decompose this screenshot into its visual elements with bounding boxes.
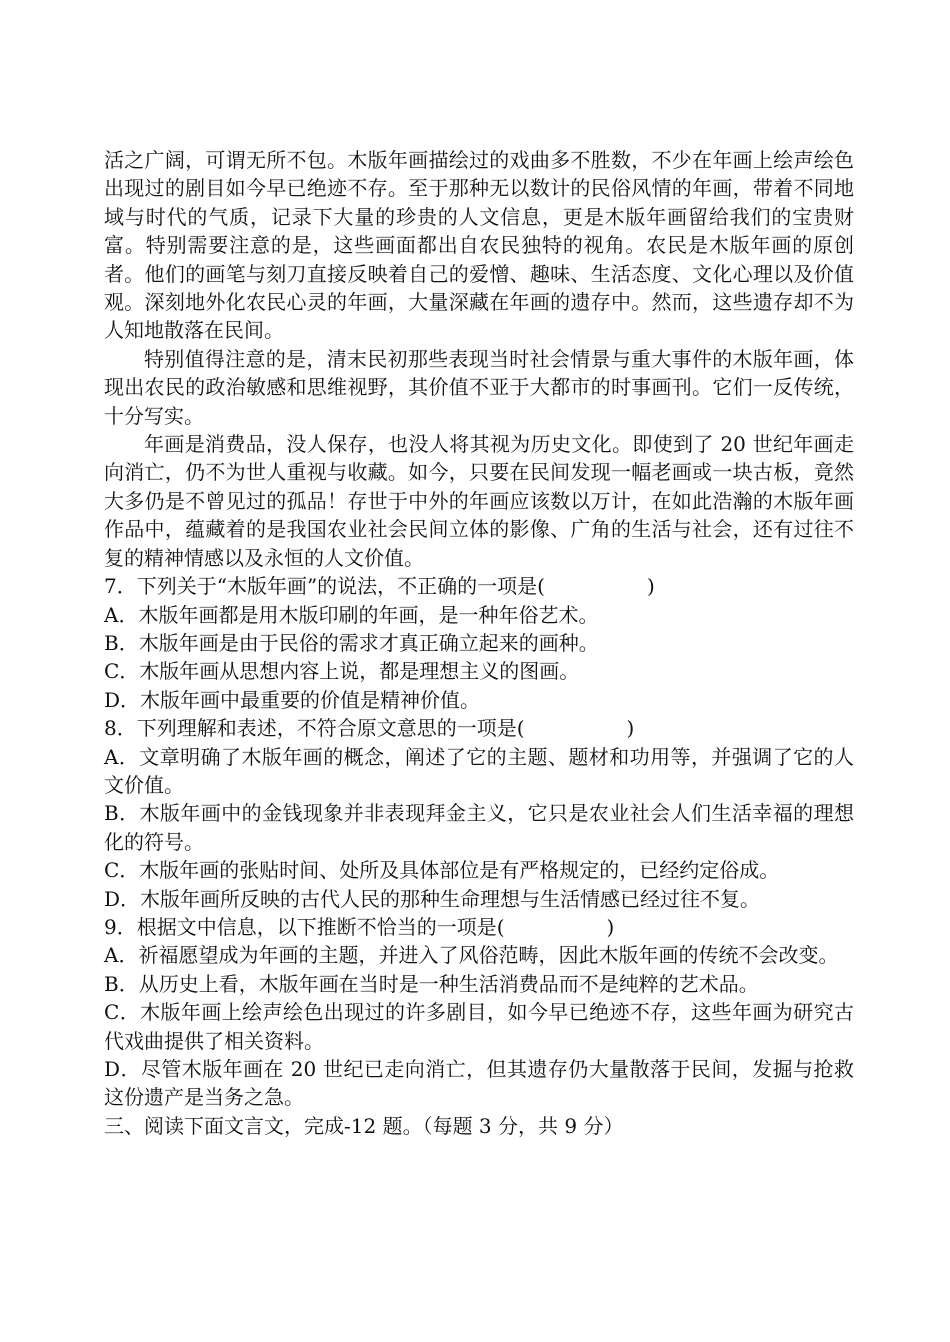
question-8 <box>104 714 854 913</box>
question-8-stem-text: 8．下列理解和表述，不符合原文意思的一项是( <box>104 716 525 741</box>
question-7-option-c: C．木版年画从思想内容上说，都是理想主义的图画。 <box>104 659 580 684</box>
question-9-stem <box>104 913 854 941</box>
question-7-option-b: B．木版年画是由于民俗的需求才真正确立起来的画种。 <box>104 630 599 655</box>
question-7-stem-text: 7．下列关于“木版年画”的说法，不正确的一项是( <box>104 574 545 599</box>
passage-paragraph-2: 特别值得注意的是，清末民初那些表现当时社会情景与重大事件的木版年画，体现出农民的政治敏感和思维视野，其价值不亚于大都市的时事画刊。它们一反传统，十分写实。 <box>104 346 854 428</box>
question-8-option-b: B．木版年画中的金钱现象并非表现拜金主义，它只是农业社会人们生活幸福的理想化的符号。 <box>104 801 854 854</box>
question-8-option-d: D．木版年画所反映的古代人民的那种生命理想与生活情感已经过往不复。 <box>104 886 761 911</box>
question-9-stem-text: 9．根据文中信息，以下推断不恰当的一项是( <box>104 914 505 939</box>
passage-paragraph-1: 活之广阔，可谓无所不包。木版年画描绘过的戏曲多不胜数，不少在年画上绘声绘色出现过的剧目如今早已绝迹不存。至于那种无以数计的民俗风情的年画，带着不同地域与时代的气质，记录下大量的珍贵的人文信息，更是木版年画留给我们的宝贵财富。特别需要注意的是，这些画面都出自农民独特的视角。农民是木版年画的原创者。他们的画笔与刻刀直接反映着自己的爱憎、趣味、生活态度、文化心理以及价值观。深刻地外化农民心灵的年画，大量深藏在年画的遗存中。然而，这些遗存却不为人知地散落在民间。 <box>104 148 854 343</box>
question-9-option-b: B．从历史上看，木版年画在当时是一种生活消费品而不是纯粹的艺术品。 <box>104 971 759 996</box>
question-7-stem-close: ) <box>646 574 655 599</box>
question-7-stem <box>104 572 854 600</box>
question-9-option-a: A．祈福愿望成为年画的主题，并进入了风俗范畴，因此木版年画的传统不会改变。 <box>104 943 839 968</box>
question-7-option-d: D．木版年画中最重要的价值是精神价值。 <box>104 687 481 712</box>
question-7-option-a: A．木版年画都是用木版印刷的年画，是一种年俗艺术。 <box>104 602 599 627</box>
question-9-option-d: D．尽管木版年画在 20 世纪已走向消亡，但其遗存仍大量散落于民间，发掘与抢救这份遗产是当务之急。 <box>104 1057 854 1110</box>
question-7 <box>104 572 854 714</box>
question-8-option-c: C．木版年画的张贴时间、处所及具体部位是有严格规定的，已经约定俗成。 <box>104 858 780 883</box>
document-page <box>104 146 854 1140</box>
question-8-option-a: A．文章明确了木版年画的概念，阐述了它的主题、题材和功用等，并强调了它的人文价值。 <box>104 744 854 797</box>
question-9-stem-close: ) <box>606 914 615 939</box>
passage-paragraph-3: 年画是消费品，没人保存，也没人将其视为历史文化。即使到了 20 世纪年画走向消亡，仍不为世人重视与收藏。如今，只要在民间发现一幅老画或一块古板，竟然大多仍是不曾见过的孤品！存世于中外的年画应该数以万计，在如此浩瀚的木版年画作品中，蕴藏着的是我国农业社会民间立体的影像、广角的生活与社会，还有过往不复的精神情感以及永恒的人文价值。 <box>104 432 854 570</box>
question-8-stem <box>104 714 854 742</box>
section-3-heading: 三、阅读下面文言文，完成-12 题。（每题 3 分，共 9 分） <box>104 1113 624 1138</box>
question-9-option-c: C．木版年画上绘声绘色出现过的许多剧目，如今早已绝迹不存，这些年画为研究古代戏曲提供了相关资料。 <box>104 1000 854 1053</box>
question-8-stem-close: ) <box>626 716 635 741</box>
question-9 <box>104 913 854 1112</box>
